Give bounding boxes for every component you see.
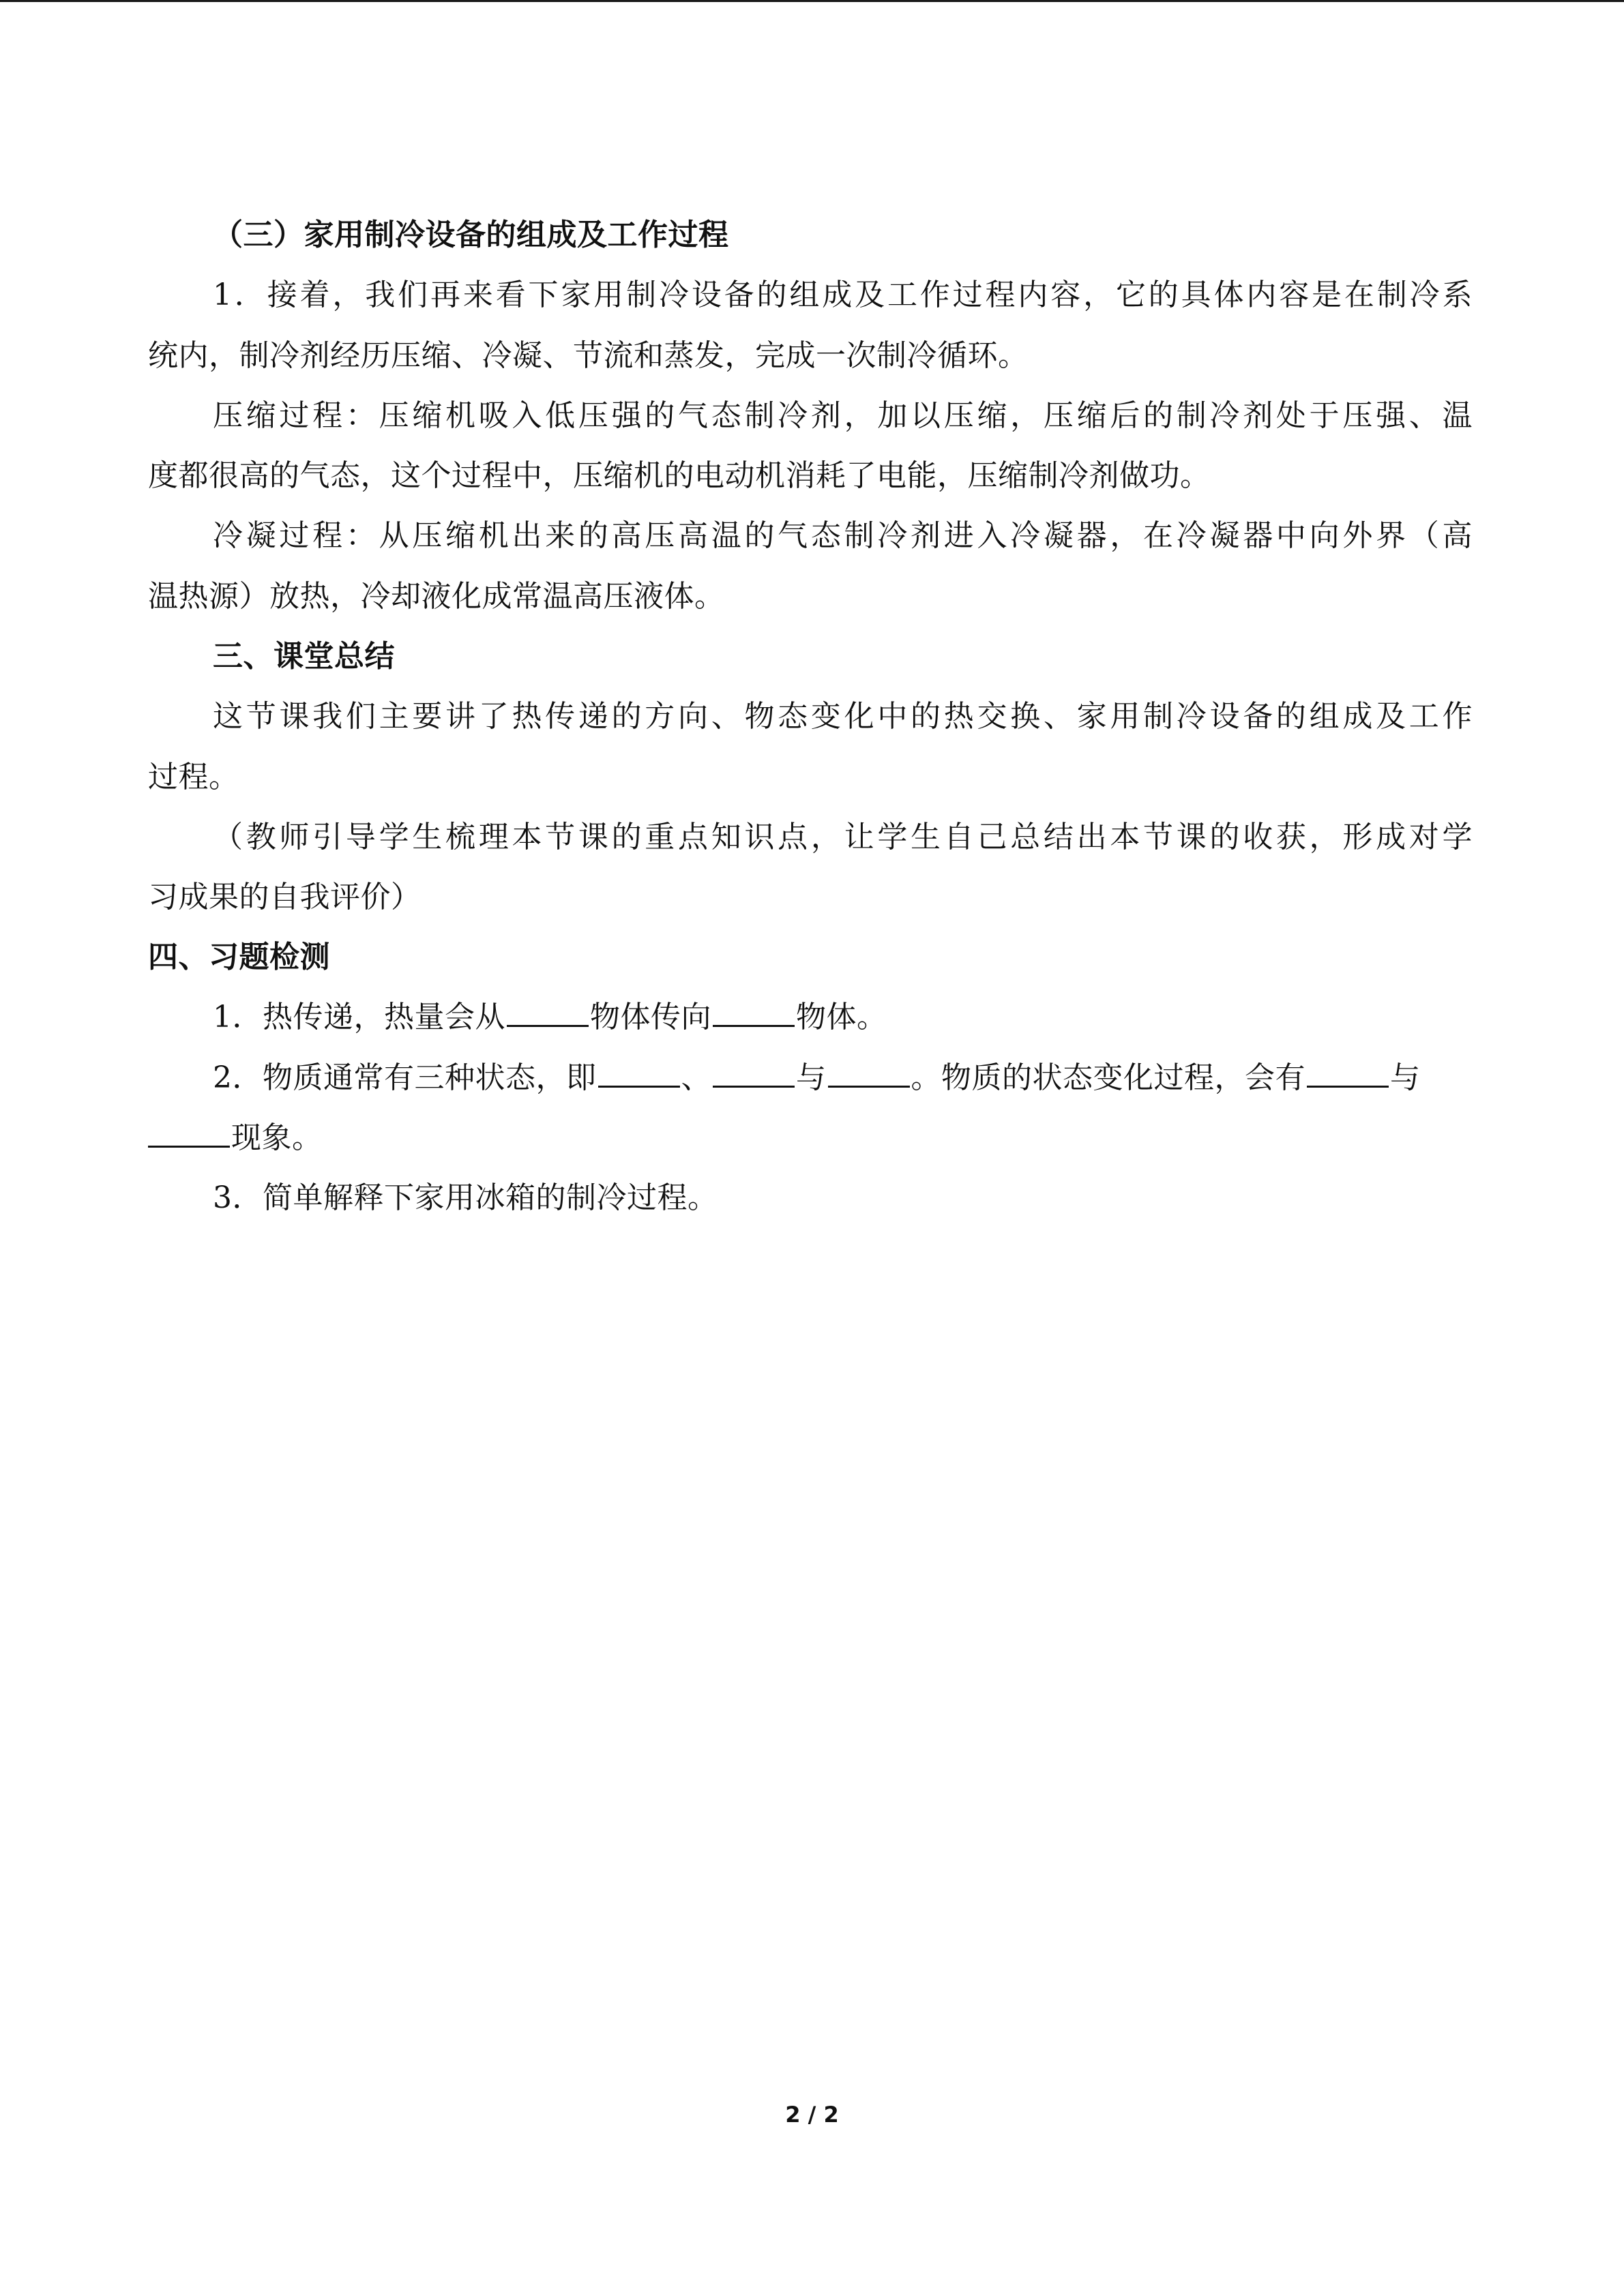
exercise-question-1 bbox=[213, 997, 887, 1038]
exercise-question-2-line-1 bbox=[213, 1058, 1473, 1099]
answer-blank bbox=[148, 1120, 230, 1148]
paragraph-condensation-line-2: 温热源）放热，冷却液化成常温高压液体。 bbox=[148, 579, 725, 614]
page-number: 2 / 2 bbox=[785, 2102, 839, 2128]
question-2-text-c: 与 bbox=[796, 1060, 827, 1095]
question-2-text-d: 。物质的状态变化过程，会有 bbox=[911, 1060, 1305, 1095]
question-2-text-b: 、 bbox=[681, 1060, 711, 1095]
answer-blank bbox=[713, 1060, 795, 1088]
paragraph-teacher-note-line-1: （教师引导学生梳理本节课的重点知识点，让学生自己总结出本节课的收获，形成对学 bbox=[213, 820, 1473, 854]
question-1-text-a: 1．热传递，热量会从 bbox=[213, 1000, 505, 1034]
exercise-question-3: 3．简单解释下家用冰箱的制冷过程。 bbox=[213, 1180, 718, 1215]
answer-blank bbox=[507, 999, 589, 1027]
question-1-text-c: 物体。 bbox=[796, 1000, 887, 1034]
paragraph-1-line-2: 统内，制冷剂经历压缩、冷凝、节流和蒸发，完成一次制冷循环。 bbox=[148, 338, 1029, 373]
answer-blank bbox=[598, 1060, 680, 1088]
section-heading-household-refrigeration: （三）家用制冷设备的组成及工作过程 bbox=[213, 218, 729, 252]
question-2-text-a: 2．物质通常有三种状态，即 bbox=[213, 1060, 597, 1095]
answer-blank bbox=[713, 999, 795, 1027]
top-border-line bbox=[0, 0, 1624, 2]
question-1-text-b: 物体传向 bbox=[590, 1000, 711, 1034]
paragraph-summary-line-1: 这节课我们主要讲了热传递的方向、物态变化中的热交换、家用制冷设备的组成及工作 bbox=[213, 699, 1473, 734]
question-2-text-f: 现象。 bbox=[231, 1120, 323, 1155]
paragraph-condensation-line-1: 冷凝过程：从压缩机出来的高压高温的气态制冷剂进入冷凝器，在冷凝器中向外界（高 bbox=[213, 518, 1473, 553]
paragraph-compression-line-1: 压缩过程：压缩机吸入低压强的气态制冷剂，加以压缩，压缩后的制冷剂处于压强、温 bbox=[213, 398, 1473, 433]
exercise-question-2-line-2 bbox=[148, 1118, 323, 1159]
section-heading-class-summary: 三、课堂总结 bbox=[213, 639, 395, 674]
answer-blank bbox=[1307, 1060, 1389, 1088]
paragraph-1-line-1: 1．接着，我们再来看下家用制冷设备的组成及工作过程内容，它的具体内容是在制冷系 bbox=[213, 278, 1473, 312]
answer-blank bbox=[828, 1060, 910, 1088]
paragraph-summary-line-2: 过程。 bbox=[148, 760, 239, 794]
section-heading-exercises: 四、习题检测 bbox=[148, 940, 330, 974]
paragraph-teacher-note-line-2: 习成果的自我评价） bbox=[148, 880, 422, 914]
question-2-text-e: 与 bbox=[1390, 1060, 1421, 1095]
paragraph-compression-line-2: 度都很高的气态，这个过程中，压缩机的电动机消耗了电能，压缩制冷剂做功。 bbox=[148, 458, 1211, 493]
